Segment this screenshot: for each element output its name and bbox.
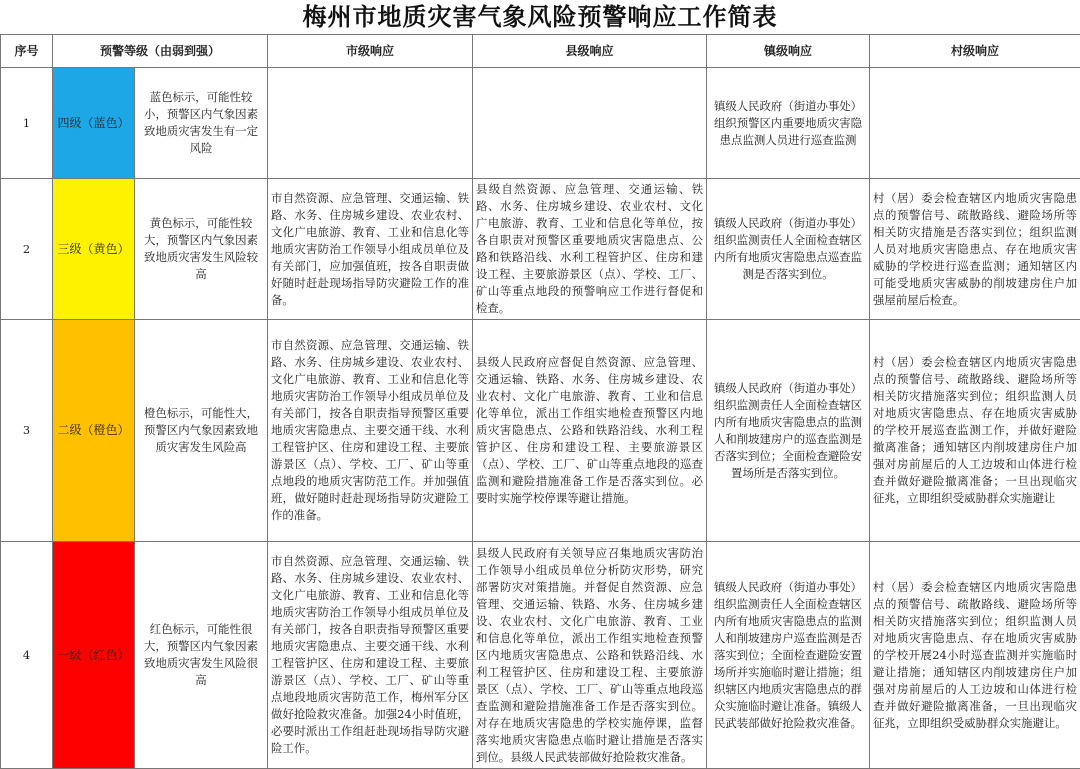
header-city: 市级响应 [268,35,473,68]
row-seq: 2 [1,179,53,320]
city-response: 市自然资源、应急管理、交通运输、铁路、水务、住房城乡建设、农业农村、文化广电旅游、教育、工业和信息化等地质灾害防治工作领导小组成员单位及有关部门，按各自职责指导预警区重要地质灾害隐患点、主要交通干线、水利工程管护区、住房和建设工程、主要旅游景区（点）、学校、工厂、矿山等重点地段的地质灾害防范工作。并加强值班，做好随时赶赴现场指导防灾避险工作的准备。 [268,320,473,542]
county-response: 县级人民政府有关领导应召集地质灾害防治工作领导小组成员单位分析防灾形势，研究部署防灾对策措施。并督促自然资源、应急管理、交通运输、铁路、水务、住房城乡建设、农业农村、文化广电旅游、教育、工业和信息化等单位，派出工作组实地检查预警区内地质灾害隐患点、公路和铁路沿线、水利工程管护区、住房和建设工程、主要旅游景区（点）、学校、工厂、矿山等重点地段巡查监测和避险措施准备工作是否落实到位。对存在地质灾害隐患的学校实施停课，监督落实地质灾害隐患点临时避让措施是否落实到位。县级人民武装部做好抢险救灾准备。 [473,542,707,769]
level-description: 蓝色标示，可能性较小，预警区内气象因素致地质灾害发生有一定风险 [135,68,268,179]
header-town: 镇级响应 [707,35,870,68]
header-village: 村级响应 [870,35,1080,68]
village-response: 村（居）委会检查辖区内地质灾害隐患点的预警信号、疏散路线、避险场所等相关防灾措施落实到位；组织监测人员对地质灾害隐患点、存在地质灾害威胁的学校开展24小时巡查监测并实施临时避让措施；通知辖区内削坡建房住户加强对房前屋后的人工边坡和山体进行检查并做好避险撤离准备，一旦出现临灾征兆，立即组织受威胁群众实施避让。 [870,542,1080,769]
page-title: 梅州市地质灾害气象风险预警响应工作简表 [0,0,1080,34]
town-response: 镇级人民政府（街道办事处）组织预警区内重要地质灾害隐患点监测人员进行巡查监测 [707,68,870,179]
village-response: 村（居）委会检查辖区内地质灾害隐患点的预警信号、疏散路线、避险场所等相关防灾措施是否落实到位；组织监测人员对地质灾害隐患点、存在地质灾害威胁的学校进行巡查监测；通知辖区内可能受地质灾害威胁的削坡建房住户加强屋前屋后检查。 [870,179,1080,320]
city-response: 市自然资源、应急管理、交通运输、铁路、水务、住房城乡建设、农业农村、文化广电旅游、教育、工业和信息化等地质灾害防治工作领导小组成员单位及有关部门，按各自职责指导预警区重要地质灾害隐患点、主要交通干线、水利工程管护区、住房和建设工程、主要旅游景区（点）、学校、工厂、矿山等重点地段地质灾害防范工作，梅州军分区做好抢险救灾准备。加强24小时值班，必要时派出工作组赶赴现场指导防灾避险工作。 [268,542,473,769]
town-response: 镇级人民政府（街道办事处）组织监测责任人全面检查辖区内所有地质灾害隐患点的监测人和削坡建房户的巡查监测是否落实到位；全面检查避险安置场所是否落实到位。 [707,320,870,542]
level-description: 橙色标示，可能性大，预警区内气象因素致地质灾害发生风险高 [135,320,268,542]
row-seq: 1 [1,68,53,179]
level-description: 黄色标示，可能性较大，预警区内气象因素致地质灾害发生风险较高 [135,179,268,320]
county-response [473,68,707,179]
header-seq: 序号 [1,35,53,68]
town-response: 镇级人民政府（街道办事处）组织监测责任人全面检查辖区内所有地质灾害隐患点巡查监测是否落实到位。 [707,179,870,320]
table-row [1,542,1080,769]
header-level: 预警等级（由弱到强） [53,35,268,68]
header-county: 县级响应 [473,35,707,68]
city-response: 市自然资源、应急管理、交通运输、铁路、水务、住房城乡建设、农业农村、文化广电旅游、教育、工业和信息化等地质灾害防治工作领导小组成员单位及有关部门，应加强值班，按各自职责做好随时赶赴现场指导防灾避险工作的准备。 [268,179,473,320]
table-row [1,68,1080,179]
town-response: 镇级人民政府（街道办事处）组织监测责任人全面检查辖区内所有地质灾害隐患点的监测人和削坡建房户巡查监测是否落实到位；全面检查避险安置场所并实施临时避让措施；组织辖区内地质灾害隐患点的群众实施临时避让准备。镇级人民武装部做好抢险救灾准备。 [707,542,870,769]
county-response: 县级自然资源、应急管理、交通运输、铁路、水务、住房城乡建设、农业农村、文化广电旅游、教育、工业和信息化等单位，按各自职责对预警区重要地质灾害隐患点、公路和铁路沿线、水利工程管护区、住房和建设工程、主要旅游景区（点）、学校、工厂、矿山等重点地段的预警响应工作进行督促和检查。 [473,179,707,320]
level-cell-orange: 二级（橙色） [53,320,135,542]
warning-response-table [0,34,1080,769]
row-seq: 4 [1,542,53,769]
level-cell-blue: 四级（蓝色） [53,68,135,179]
level-cell-yellow: 三级（黄色） [53,179,135,320]
level-cell-red: 一级（红色） [53,542,135,769]
table-row [1,179,1080,320]
level-description: 红色标示，可能性很大，预警区内气象因素致地质灾害发生风险很高 [135,542,268,769]
village-response [870,68,1080,179]
city-response [268,68,473,179]
village-response: 村（居）委会检查辖区内地质灾害隐患点的预警信号、疏散路线、避险场所等相关防灾措施落实到位；组织监测人员对地质灾害隐患点、存在地质灾害威胁的学校开展巡查监测工作，并做好避险撤离准备；通知辖区内削坡建房住户加强对房前屋后的人工边坡和山体进行检查并做好避险撤离准备；一旦出现临灾征兆，立即组织受威胁群众实施避让 [870,320,1080,542]
header-row [1,35,1080,68]
row-seq: 3 [1,320,53,542]
table-row [1,320,1080,542]
county-response: 县级人民政府应督促自然资源、应急管理、交通运输、铁路、水务、住房城乡建设、农业农村、文化广电旅游、教育、工业和信息化等单位，派出工作组实地检查预警区内地质灾害隐患点、公路和铁路沿线、水利工程管护区、住房和建设工程、主要旅游景区（点）、学校、工厂、矿山等重点地段的巡查监测和避险措施准备工作是否落实到位。必要时实施学校停课等避让措施。 [473,320,707,542]
